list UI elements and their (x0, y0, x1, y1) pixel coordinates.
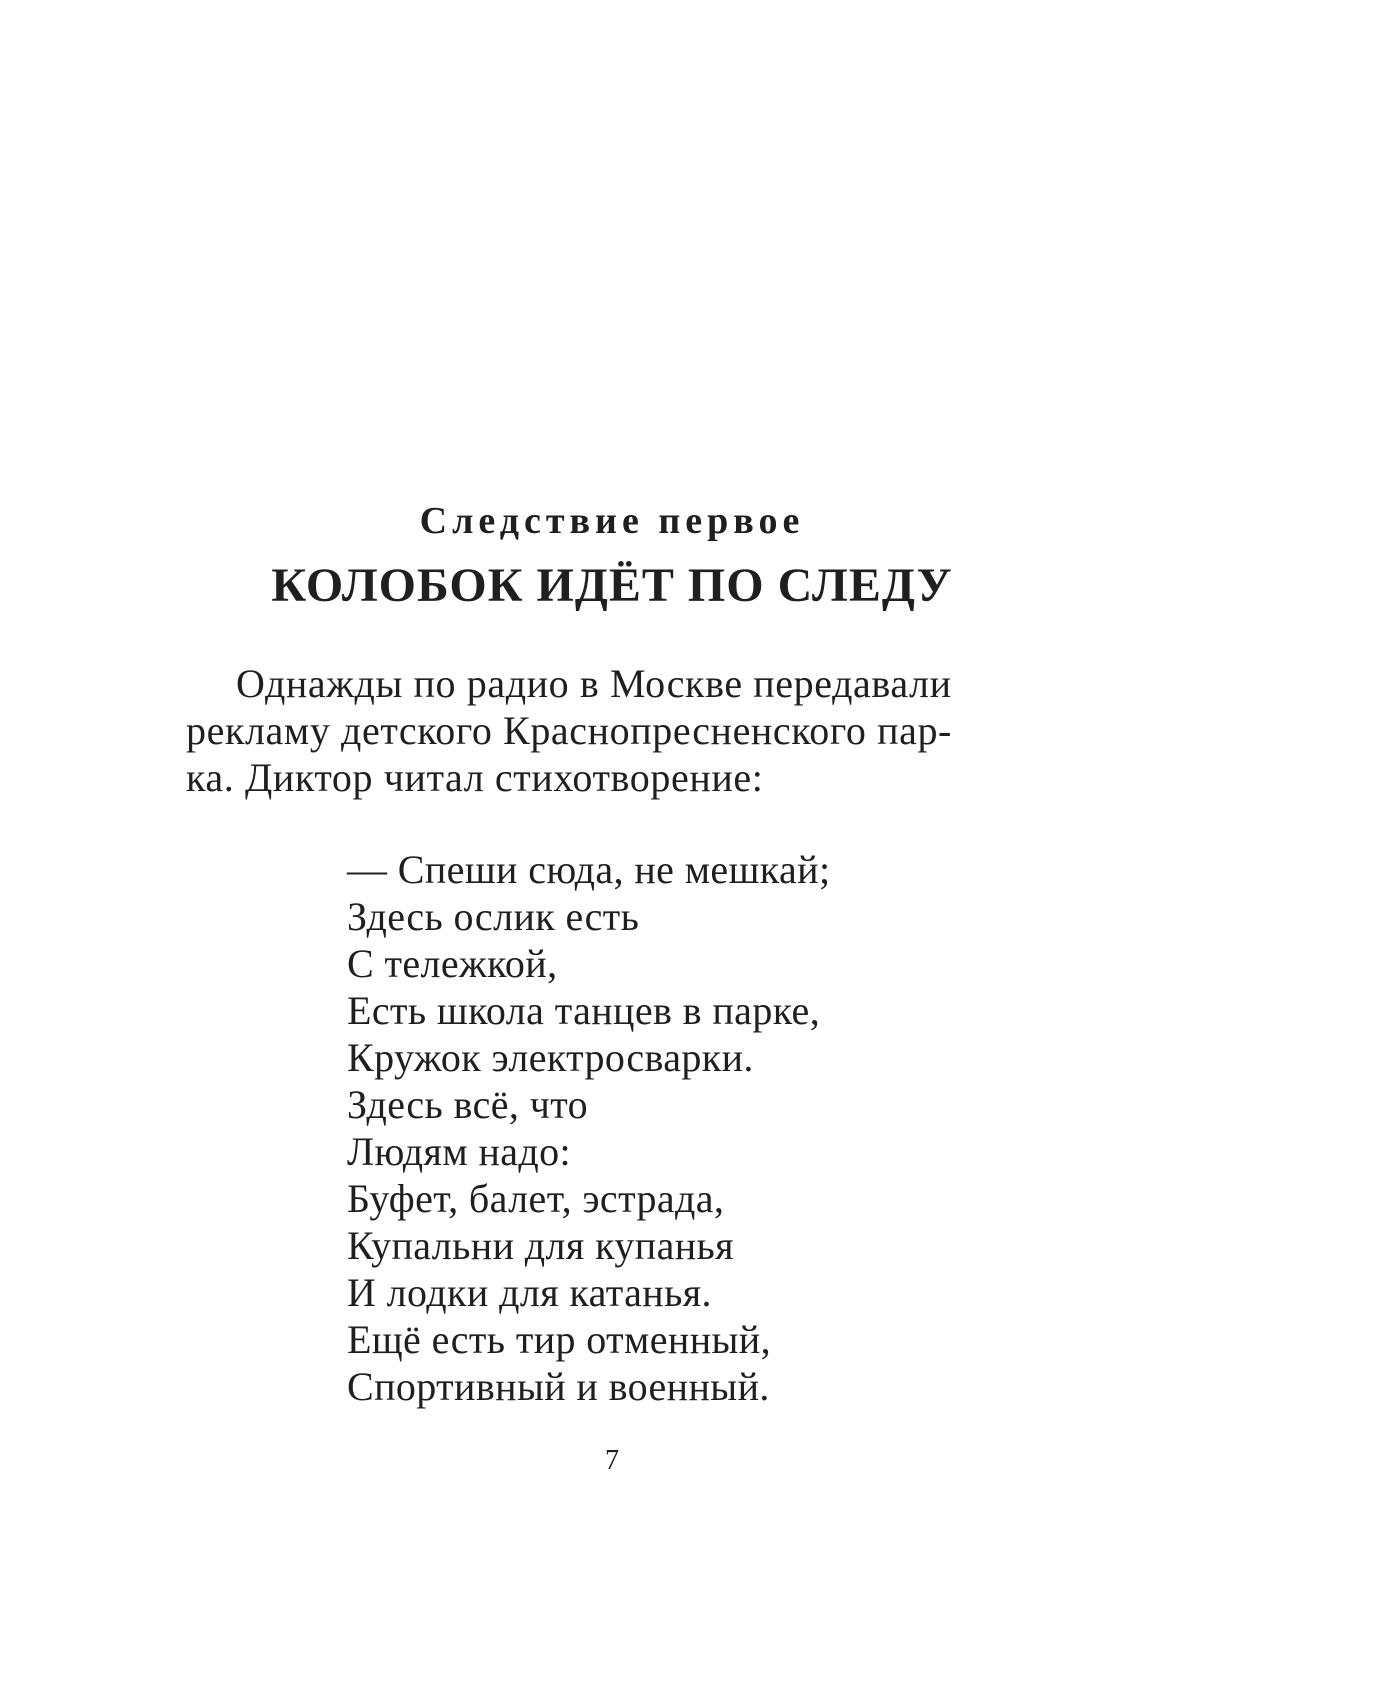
poem (347, 846, 1047, 1410)
poem-line: Купальни для купанья (347, 1223, 734, 1268)
poem-line: — Спеши сюда, не мешкай; (347, 847, 831, 892)
poem-line: И лодки для катанья. (347, 1270, 712, 1315)
chapter-kicker: Следствие первое (419, 500, 805, 542)
paragraph-line: Однажды по радио в Москве передавали (236, 661, 952, 706)
poem-line: Людям надо: (347, 1129, 572, 1174)
poem-line: Здесь ослик есть (347, 894, 640, 939)
poem-line: С тележкой, (347, 941, 558, 986)
page-number: 7 (605, 1445, 619, 1476)
poem-line: Ещё есть тир отменный, (347, 1317, 772, 1362)
chapter-title: КОЛОБОК ИДЁТ ПО СЛЕДУ (271, 559, 953, 612)
body-paragraph (186, 660, 1086, 801)
poem-line: Кружок электросварки. (347, 1035, 754, 1080)
poem-line: Буфет, балет, эстрада, (347, 1176, 725, 1221)
poem-line: Здесь всё, что (347, 1082, 588, 1127)
poem-line: Есть школа танцев в парке, (347, 988, 821, 1033)
paragraph-line: ка. Диктор читал стихотворение: (186, 755, 764, 800)
poem-line: Спортивный и военный. (347, 1364, 770, 1409)
paragraph-line: рекламу детского Краснопресненского пар- (186, 708, 952, 753)
